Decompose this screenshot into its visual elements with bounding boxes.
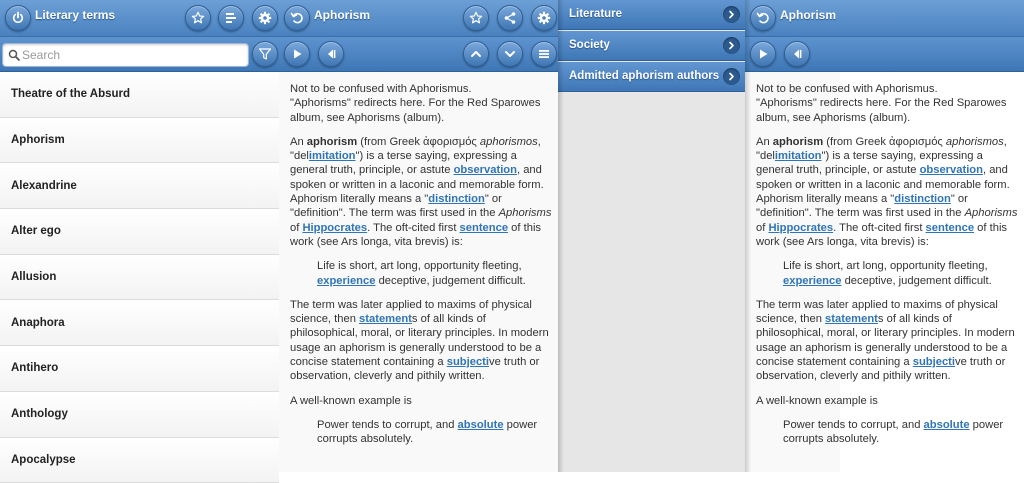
search-icon xyxy=(8,49,20,61)
menu-button[interactable] xyxy=(531,41,557,67)
list-item-label: Anaphora xyxy=(11,317,65,329)
stop-icon xyxy=(790,47,804,61)
star-icon xyxy=(191,11,205,25)
text: ") is a terse saying, expressing a general truth, principle, or astute xyxy=(290,150,517,176)
list-item-label: Aphorism xyxy=(11,134,65,146)
title-italic: Aphorisms xyxy=(499,207,552,219)
list-item[interactable] xyxy=(0,392,279,438)
list-button[interactable] xyxy=(218,5,244,31)
back-icon xyxy=(756,11,770,25)
gear-icon xyxy=(258,11,272,25)
back-button[interactable] xyxy=(750,5,776,31)
link-subjective[interactable]: subjecti xyxy=(447,356,489,368)
text: (from Greek ἀφορισμός xyxy=(357,136,480,148)
list-item-label: Theatre of the Absurd xyxy=(11,88,130,100)
paragraph xyxy=(290,394,552,408)
paragraph xyxy=(756,135,1018,249)
search-box xyxy=(2,43,249,67)
link-sentence[interactable]: sentence xyxy=(460,222,509,234)
terms-list-panel xyxy=(0,0,279,472)
hatnote-line: Not to be confused with Aphorismus. xyxy=(290,83,472,95)
bookmark-button[interactable] xyxy=(185,5,211,31)
link-hippocrates[interactable]: Hippocrates xyxy=(768,222,833,234)
chevron-right-icon xyxy=(723,68,740,85)
scroll-down-button[interactable] xyxy=(497,41,523,67)
list-item-label: Allusion xyxy=(11,271,56,283)
text: An xyxy=(290,136,307,148)
menu-icon xyxy=(537,47,551,61)
text: deceptive, judgement difficult. xyxy=(375,275,525,287)
settings-button[interactable] xyxy=(531,5,557,31)
list-item[interactable] xyxy=(0,209,279,255)
menu-item-literature[interactable] xyxy=(558,0,745,30)
chevron-up-icon xyxy=(469,47,483,61)
term-bold: aphorism xyxy=(307,136,357,148)
list-item[interactable] xyxy=(0,255,279,301)
list-item[interactable] xyxy=(0,438,279,483)
text: . The oft-cited first xyxy=(833,222,925,234)
list-item-label: Apocalypse xyxy=(11,454,76,466)
text: A well-known example is xyxy=(290,395,412,407)
link-distinction[interactable]: distinction xyxy=(428,193,485,205)
filter-icon xyxy=(258,47,272,61)
hatnote-line: "Aphorisms" redirects here. For the Red Sparowes album, see Aphorisms (album). xyxy=(290,97,540,123)
list-item[interactable] xyxy=(0,163,279,209)
power-button[interactable] xyxy=(5,5,31,31)
article-panel-content xyxy=(745,0,1024,472)
category-menu-panel xyxy=(558,0,745,472)
page-title: Literary terms xyxy=(35,0,115,32)
link-hippocrates[interactable]: Hippocrates xyxy=(302,222,367,234)
play-button[interactable] xyxy=(750,41,776,67)
link-experience[interactable]: experience xyxy=(317,275,375,287)
chevron-down-icon xyxy=(503,47,517,61)
text: " or "definition". The term was first used in the xyxy=(290,193,502,219)
settings-button[interactable] xyxy=(252,5,278,31)
blockquote xyxy=(290,418,552,447)
article-body xyxy=(756,82,1018,457)
menu-item-label: Society xyxy=(569,39,610,51)
text: , and spoken or written in a laconic and memorable form. Aphorism literally means a " xyxy=(756,164,1010,205)
blockquote xyxy=(290,259,552,288)
power-icon xyxy=(11,11,25,25)
text: of xyxy=(290,222,302,234)
text: of xyxy=(756,222,768,234)
text: of this work (see Ars longa, vita brevis) is: xyxy=(756,222,1007,248)
text: Power tends to corrupt, and xyxy=(783,419,924,431)
list-item-label: Antihero xyxy=(11,362,58,374)
text: Power tends to corrupt, and xyxy=(317,419,458,431)
text: Life is short, art long, opportunity fleeting, xyxy=(783,260,988,272)
text: An xyxy=(756,136,773,148)
list-icon xyxy=(224,11,238,25)
article-panel xyxy=(279,0,558,472)
media-bar xyxy=(745,37,1024,72)
link-experience[interactable]: experience xyxy=(783,275,841,287)
star-icon xyxy=(469,11,483,25)
text: s of all kinds of philosophical, moral, or literary principles. In modern usage an aphorism is generally understood to be a concise statement containing a xyxy=(290,313,549,368)
bookmark-button[interactable] xyxy=(463,5,489,31)
text: power corrupts absolutely. xyxy=(317,419,537,445)
back-button[interactable] xyxy=(284,5,310,31)
menu-item-aphorism-authors[interactable] xyxy=(558,62,745,92)
hatnote xyxy=(756,82,1018,125)
menu-item-society[interactable] xyxy=(558,31,745,61)
menu-item-label: Literature xyxy=(569,8,622,20)
gear-icon xyxy=(537,11,551,25)
scroll-up-button[interactable] xyxy=(463,41,489,67)
search-input[interactable] xyxy=(22,46,244,64)
stop-button[interactable] xyxy=(784,41,810,67)
media-bar xyxy=(279,37,558,72)
play-icon xyxy=(756,47,770,61)
chevron-right-icon xyxy=(723,37,740,54)
play-icon xyxy=(290,47,304,61)
chevron-right-icon xyxy=(723,6,740,23)
link-subjective[interactable]: subjecti xyxy=(913,356,955,368)
link-imitation[interactable]: imitation xyxy=(309,150,356,162)
link-distinction[interactable]: distinction xyxy=(894,193,951,205)
text: ve truth or observation, cleverly and pithily written. xyxy=(290,356,539,382)
text: A well-known example is xyxy=(756,395,878,407)
menu-item-label: Admitted aphorism authors xyxy=(569,70,719,82)
text: of this work (see Ars longa, vita brevis) is: xyxy=(290,222,541,248)
text: ") is a terse saying, expressing a general truth, principle, or astute xyxy=(756,150,983,176)
paragraph xyxy=(290,135,552,249)
text: , "del xyxy=(756,136,1007,162)
link-absolute[interactable]: absolute xyxy=(458,419,504,431)
text: , "del xyxy=(290,136,541,162)
list-item-label: Anthology xyxy=(11,408,68,420)
stop-button[interactable] xyxy=(318,41,344,67)
term-italic: aphorismos xyxy=(480,136,538,148)
hatnote xyxy=(290,82,552,125)
filter-button[interactable] xyxy=(252,41,278,67)
text: ve truth or observation, cleverly and pithily written. xyxy=(756,356,1005,382)
link-imitation[interactable]: imitation xyxy=(775,150,822,162)
article-body xyxy=(290,82,552,457)
page-title: Aphorism xyxy=(314,0,370,32)
term-italic: aphorismos xyxy=(946,136,1004,148)
article-panel-partial xyxy=(745,0,840,472)
page-title: Aphorism xyxy=(780,0,836,32)
share-button[interactable] xyxy=(497,5,523,31)
hatnote-line: "Aphorisms" redirects here. For the Red Sparowes album, see Aphorisms (album). xyxy=(756,97,1006,123)
text: power corrupts absolutely. xyxy=(783,419,1003,445)
term-bold: aphorism xyxy=(773,136,823,148)
list-item[interactable] xyxy=(0,118,279,164)
search-bar xyxy=(0,37,279,72)
hatnote-line: Not to be confused with Aphorismus. xyxy=(756,83,938,95)
link-absolute[interactable]: absolute xyxy=(924,419,970,431)
text: s of all kinds of philosophical, moral, or literary principles. In modern usage an aphorism is generally understood to be a concise statement containing a xyxy=(756,313,1015,368)
list-item[interactable] xyxy=(0,72,279,118)
paragraph xyxy=(756,394,1018,408)
back-icon xyxy=(290,11,304,25)
share-icon xyxy=(503,11,517,25)
paragraph xyxy=(290,298,552,384)
title-italic: Aphorisms xyxy=(965,207,1018,219)
panel-shadow xyxy=(558,0,564,472)
text: " or "definition". The term was first used in the xyxy=(756,193,968,219)
list-item-label: Alexandrine xyxy=(11,180,77,192)
text: . The oft-cited first xyxy=(367,222,459,234)
paragraph xyxy=(756,298,1018,384)
text: The term was later applied to maxims of physical science, then xyxy=(290,299,532,325)
top-bar xyxy=(0,0,279,37)
link-observation[interactable]: observation xyxy=(920,164,983,176)
top-bar xyxy=(745,0,1024,37)
text: (from Greek ἀφορισμός xyxy=(823,136,946,148)
blockquote xyxy=(756,259,1018,288)
stop-icon xyxy=(324,47,338,61)
top-bar xyxy=(279,0,558,37)
list-item[interactable] xyxy=(0,346,279,392)
list-item[interactable] xyxy=(0,300,279,346)
blockquote xyxy=(756,418,1018,447)
terms-list xyxy=(0,72,279,483)
panel-shadow xyxy=(745,0,751,472)
text: deceptive, judgement difficult. xyxy=(841,275,991,287)
text: , and spoken or written in a laconic and memorable form. Aphorism literally means a " xyxy=(290,164,544,205)
text: Life is short, art long, opportunity fleeting, xyxy=(317,260,522,272)
link-statement[interactable]: statement xyxy=(359,313,412,325)
text: The term was later applied to maxims of physical science, then xyxy=(756,299,998,325)
link-sentence[interactable]: sentence xyxy=(926,222,975,234)
play-button[interactable] xyxy=(284,41,310,67)
link-observation[interactable]: observation xyxy=(454,164,517,176)
link-statement[interactable]: statement xyxy=(825,313,878,325)
list-item-label: Alter ego xyxy=(11,225,61,237)
